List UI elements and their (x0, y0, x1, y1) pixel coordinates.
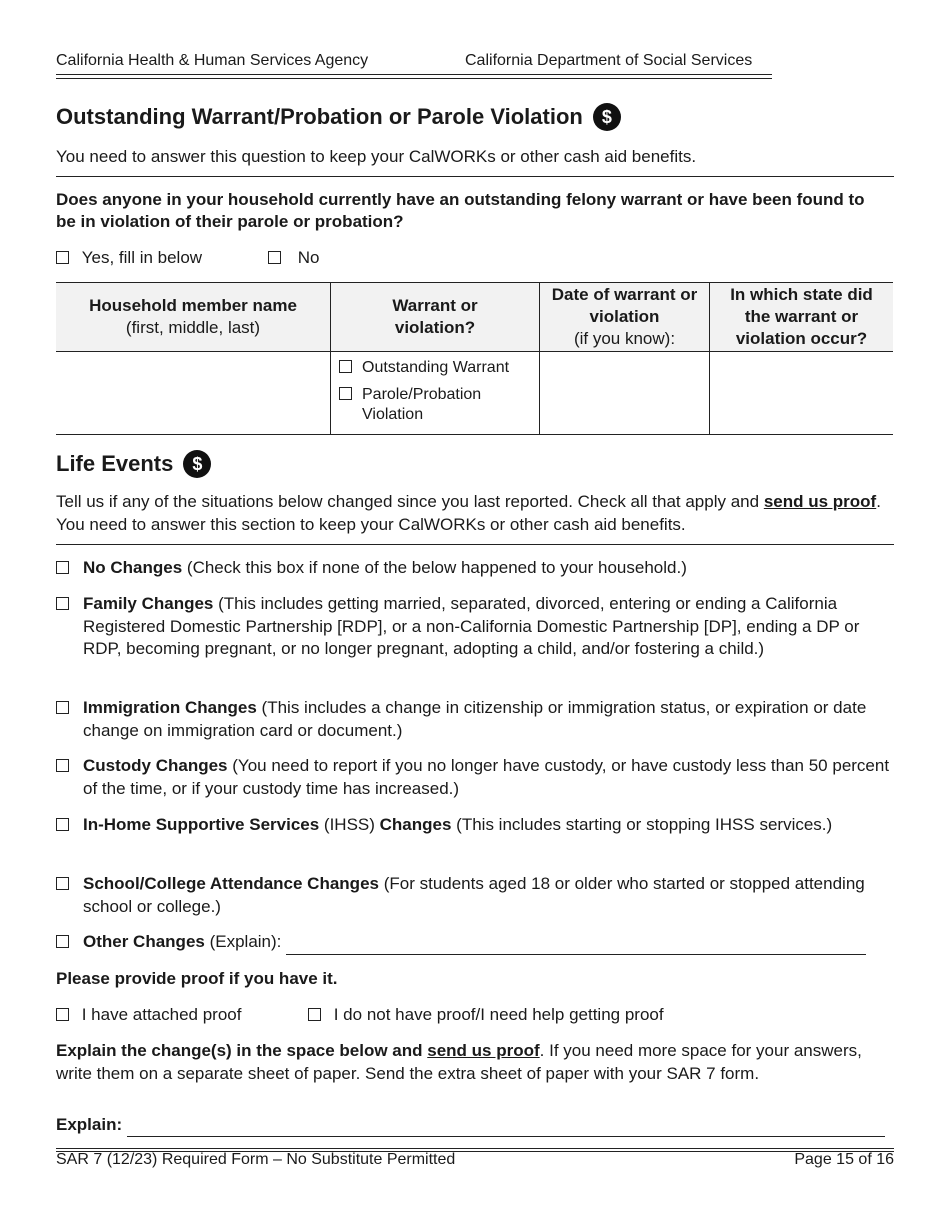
section-divider (56, 544, 894, 545)
life-events-title-text: Life Events (56, 451, 174, 476)
department-name: California Department of Social Services (465, 52, 753, 69)
form-id: SAR 7 (12/23) Required Form – No Substitute Permitted (56, 1151, 456, 1168)
no-proof-option[interactable] (308, 1004, 664, 1026)
explain-row (56, 1114, 894, 1137)
col3-title: Date of warrant or violation (551, 285, 698, 326)
no-proof-checkbox[interactable] (308, 1008, 321, 1021)
col3-subtitle: (if you know): (573, 329, 676, 348)
header-rule (56, 74, 772, 75)
member-name-cell[interactable] (56, 352, 331, 435)
col-date (540, 283, 710, 352)
send-proof-emphasis: send us proof (763, 492, 877, 511)
item-immigration-changes[interactable]: Immigration Changes (This includes a change in citizenship or immigration status, or expiration or date change on immigration card or document.) (56, 697, 894, 742)
outstanding-warrant-checkbox[interactable] (339, 360, 352, 373)
item-other-changes[interactable]: Other Changes (Explain): (56, 931, 894, 955)
col-warrant-or-violation (331, 283, 540, 352)
explain-instructions: Explain the change(s) in the space below and send us proof. If you need more space for your answers, write them on a separate sheet of paper. Send the extra sheet of paper with your SAR 7 form. (56, 1041, 862, 1083)
dollar-icon: $ (593, 103, 621, 131)
warrant-question: Does anyone in your household currently have an outstanding felony warrant or have been found to be in violation of their parole or probation? (56, 190, 865, 231)
item-custody-changes[interactable]: Custody Changes (You need to report if you no longer have custody, or have custody less than 50 percent of the time, or if your custody time has increased.) (56, 755, 894, 800)
yes-label: Yes, fill in below (81, 248, 203, 267)
no-option[interactable] (268, 247, 319, 269)
page-number: Page 15 of 16 (794, 1151, 894, 1168)
yes-checkbox[interactable] (56, 251, 69, 264)
life-events-title (56, 450, 211, 478)
proof-attached-label: I have attached proof (81, 1005, 242, 1024)
col-state (710, 283, 894, 352)
warrant-type-cell (331, 352, 540, 435)
proof-heading: Please provide proof if you have it. (56, 969, 338, 988)
parole-violation-checkbox[interactable] (339, 387, 352, 400)
page-header (56, 52, 772, 80)
immigration-changes-checkbox[interactable] (56, 701, 69, 714)
custody-changes-checkbox[interactable] (56, 759, 69, 772)
outstanding-warrant-label: Outstanding Warrant (362, 359, 510, 376)
parole-violation-option[interactable] (331, 385, 539, 425)
other-changes-checkbox[interactable] (56, 935, 69, 948)
school-changes-checkbox[interactable] (56, 877, 69, 890)
other-changes-field[interactable] (286, 931, 866, 955)
intro-text: Tell us if any of the situations below changed since you last reported. Check all that apply and (56, 492, 764, 511)
intro-text-end: . You need to answer this section to keep your CalWORKs or other cash aid benefits. (56, 492, 881, 534)
proof-attached-checkbox[interactable] (56, 1008, 69, 1021)
state-cell[interactable] (710, 352, 894, 435)
dollar-icon: $ (183, 450, 211, 478)
item-family-changes[interactable]: Family Changes (This includes getting married, separated, divorced, entering or ending a California Registered Domestic Partnership [RDP], or a non-California Domestic Partnership [DP], ending a DP or RDP, becoming pregnant, or no longer pregnant, adopting a child, and/or fostering a child.) (56, 593, 894, 661)
warrant-section-title (56, 103, 621, 131)
warrant-title-text: Outstanding Warrant/Probation or Parole Violation (56, 104, 583, 129)
warrant-table (56, 282, 893, 435)
col4-title: In which state did the warrant or violation occur? (730, 285, 873, 348)
section-divider (56, 176, 894, 177)
table-header-row (56, 283, 893, 352)
no-checkbox[interactable] (268, 251, 281, 264)
col-household-member (56, 283, 331, 352)
agency-name: California Health & Human Services Agency (56, 52, 369, 69)
table-row (56, 352, 893, 435)
date-cell[interactable] (540, 352, 710, 435)
outstanding-warrant-option[interactable] (331, 358, 539, 378)
col1-subtitle: (first, middle, last) (125, 318, 261, 337)
family-changes-checkbox[interactable] (56, 597, 69, 610)
ihss-changes-checkbox[interactable] (56, 818, 69, 831)
item-ihss-changes[interactable]: In-Home Supportive Services (IHSS) Changes (This includes starting or stopping IHSS services.) (56, 814, 894, 837)
warrant-intro: You need to answer this question to keep your CalWORKs or other cash aid benefits. (56, 147, 697, 166)
life-events-intro (56, 491, 892, 536)
header-rule (56, 78, 772, 79)
yes-option[interactable] (56, 247, 202, 269)
no-label: No (297, 248, 320, 267)
send-proof-emphasis: send us proof (427, 1041, 540, 1060)
col1-title: Household member name (89, 296, 297, 315)
item-school-changes[interactable]: School/College Attendance Changes (For students aged 18 or older who started or stopped attending school or college.) (56, 873, 894, 918)
parole-violation-label: Parole/Probation Violation (362, 386, 482, 423)
footer-rule (56, 1148, 894, 1149)
explain-label: Explain: (56, 1115, 123, 1134)
no-proof-label: I do not have proof/I need help getting proof (333, 1005, 664, 1024)
proof-attached-option[interactable] (56, 1004, 241, 1026)
explain-field[interactable] (127, 1114, 885, 1137)
item-no-changes[interactable]: No Changes (Check this box if none of the below happened to your household.) (56, 557, 894, 580)
no-changes-checkbox[interactable] (56, 561, 69, 574)
col2-title: Warrant or violation? (392, 296, 478, 337)
